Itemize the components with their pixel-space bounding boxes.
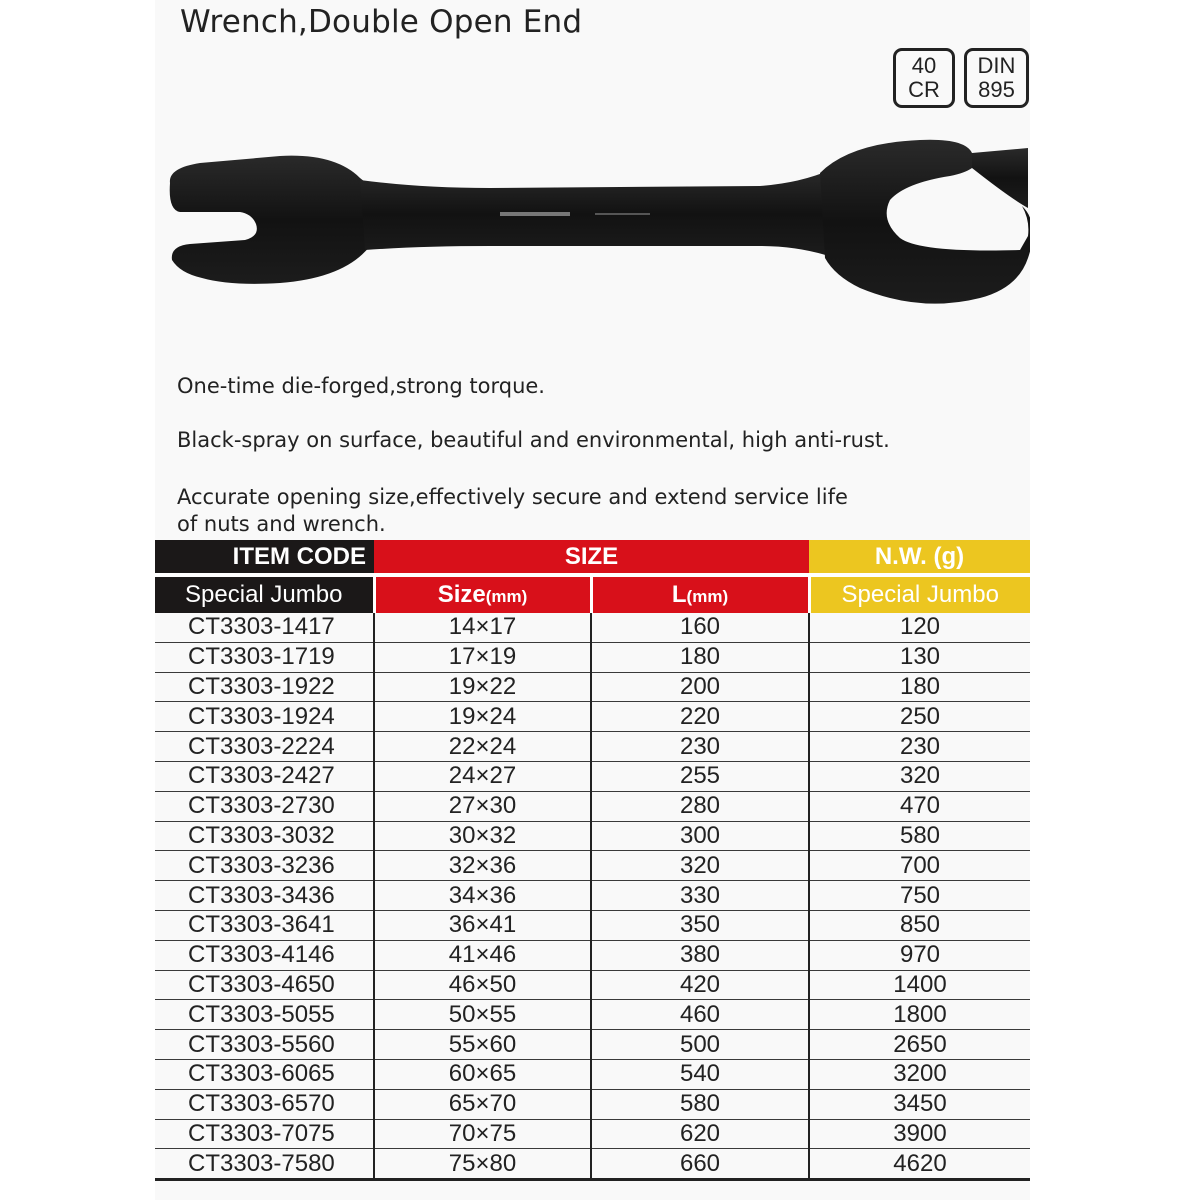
size-cell: 22×24 bbox=[374, 732, 591, 762]
size-cell: 46×50 bbox=[374, 970, 591, 1000]
table-row bbox=[155, 702, 1030, 732]
net-weight-cell: 180 bbox=[809, 672, 1030, 702]
feature-text: Accurate opening size,effectively secure and extend service life of nuts and wrench. bbox=[177, 485, 848, 536]
size-cell: 19×24 bbox=[374, 702, 591, 732]
feature-text: One-time die-forged,strong torque. bbox=[177, 374, 545, 398]
size-cell: 19×22 bbox=[374, 672, 591, 702]
length-cell: 420 bbox=[591, 970, 809, 1000]
table-row bbox=[155, 1119, 1030, 1149]
table-row bbox=[155, 1030, 1030, 1060]
item-code-cell: CT3303-5560 bbox=[155, 1030, 374, 1060]
table-row bbox=[155, 1059, 1030, 1089]
net-weight-cell: 1800 bbox=[809, 1000, 1030, 1030]
net-weight-cell: 850 bbox=[809, 910, 1030, 940]
table-row bbox=[155, 851, 1030, 881]
net-weight-cell: 700 bbox=[809, 851, 1030, 881]
page-title: Wrench,Double Open End bbox=[180, 4, 583, 40]
net-weight-cell: 750 bbox=[809, 881, 1030, 911]
badge-line-1: 40 bbox=[911, 53, 937, 78]
table-row bbox=[155, 613, 1030, 642]
badge-din895 bbox=[964, 48, 1029, 108]
item-code-cell: CT3303-7580 bbox=[155, 1149, 374, 1180]
length-cell: 660 bbox=[591, 1149, 809, 1180]
table-row bbox=[155, 642, 1030, 672]
badge-40cr bbox=[893, 48, 955, 108]
net-weight-cell: 230 bbox=[809, 732, 1030, 762]
subheader-nw-special-jumbo: Special Jumbo bbox=[809, 575, 1030, 613]
size-cell: 75×80 bbox=[374, 1149, 591, 1180]
net-weight-cell: 970 bbox=[809, 940, 1030, 970]
table-row bbox=[155, 1000, 1030, 1030]
item-code-cell: CT3303-1417 bbox=[155, 613, 374, 642]
net-weight-cell: 130 bbox=[809, 642, 1030, 672]
length-cell: 255 bbox=[591, 761, 809, 791]
length-cell: 580 bbox=[591, 1089, 809, 1119]
net-weight-cell: 470 bbox=[809, 791, 1030, 821]
size-cell: 36×41 bbox=[374, 910, 591, 940]
size-cell: 70×75 bbox=[374, 1119, 591, 1149]
length-unit: (mm) bbox=[686, 587, 729, 606]
length-cell: 540 bbox=[591, 1059, 809, 1089]
table-row bbox=[155, 761, 1030, 791]
net-weight-cell: 3450 bbox=[809, 1089, 1030, 1119]
net-weight-cell: 3900 bbox=[809, 1119, 1030, 1149]
table-row bbox=[155, 940, 1030, 970]
length-cell: 460 bbox=[591, 1000, 809, 1030]
table-row bbox=[155, 1089, 1030, 1119]
size-cell: 65×70 bbox=[374, 1089, 591, 1119]
length-label: L bbox=[671, 581, 687, 608]
item-code-cell: CT3303-7075 bbox=[155, 1119, 374, 1149]
table-row bbox=[155, 881, 1030, 911]
length-cell: 300 bbox=[591, 821, 809, 851]
item-code-cell: CT3303-1922 bbox=[155, 672, 374, 702]
size-unit: (mm) bbox=[485, 587, 528, 606]
size-cell: 34×36 bbox=[374, 881, 591, 911]
net-weight-cell: 320 bbox=[809, 761, 1030, 791]
table-group-header-row bbox=[155, 540, 1030, 575]
net-weight-cell: 3200 bbox=[809, 1059, 1030, 1089]
length-cell: 330 bbox=[591, 881, 809, 911]
badge-line-2: 895 bbox=[978, 77, 1015, 102]
item-code-cell: CT3303-2224 bbox=[155, 732, 374, 762]
length-cell: 180 bbox=[591, 642, 809, 672]
size-cell: 50×55 bbox=[374, 1000, 591, 1030]
length-cell: 620 bbox=[591, 1119, 809, 1149]
table-row bbox=[155, 910, 1030, 940]
specification-table bbox=[155, 540, 1030, 1181]
item-code-cell: CT3303-4146 bbox=[155, 940, 374, 970]
size-cell: 41×46 bbox=[374, 940, 591, 970]
length-cell: 280 bbox=[591, 791, 809, 821]
table-row bbox=[155, 1149, 1030, 1180]
net-weight-cell: 250 bbox=[809, 702, 1030, 732]
table-row bbox=[155, 732, 1030, 762]
item-code-cell: CT3303-2427 bbox=[155, 761, 374, 791]
subheader-special-jumbo: Special Jumbo bbox=[155, 575, 374, 613]
table-sub-header-row bbox=[155, 575, 1030, 613]
item-code-cell: CT3303-6570 bbox=[155, 1089, 374, 1119]
size-cell: 27×30 bbox=[374, 791, 591, 821]
size-cell: 24×27 bbox=[374, 761, 591, 791]
length-cell: 350 bbox=[591, 910, 809, 940]
size-cell: 30×32 bbox=[374, 821, 591, 851]
item-code-cell: CT3303-3641 bbox=[155, 910, 374, 940]
header-size: SIZE bbox=[374, 540, 809, 575]
length-cell: 160 bbox=[591, 613, 809, 642]
item-code-cell: CT3303-3032 bbox=[155, 821, 374, 851]
table-row bbox=[155, 970, 1030, 1000]
size-cell: 55×60 bbox=[374, 1030, 591, 1060]
item-code-cell: CT3303-6065 bbox=[155, 1059, 374, 1089]
table-row bbox=[155, 821, 1030, 851]
length-cell: 200 bbox=[591, 672, 809, 702]
length-cell: 500 bbox=[591, 1030, 809, 1060]
item-code-cell: CT3303-4650 bbox=[155, 970, 374, 1000]
item-code-cell: CT3303-3436 bbox=[155, 881, 374, 911]
size-cell: 14×17 bbox=[374, 613, 591, 642]
item-code-cell: CT3303-5055 bbox=[155, 1000, 374, 1030]
subheader-length-mm bbox=[591, 575, 809, 613]
net-weight-cell: 120 bbox=[809, 613, 1030, 642]
item-code-cell: CT3303-1719 bbox=[155, 642, 374, 672]
table-row bbox=[155, 672, 1030, 702]
size-label: Size bbox=[437, 581, 486, 608]
feature-text: Black-spray on surface, beautiful and environmental, high anti-rust. bbox=[177, 428, 890, 452]
header-item-code: ITEM CODE bbox=[155, 540, 374, 575]
badge-line-1: DIN bbox=[977, 53, 1016, 78]
table-row bbox=[155, 791, 1030, 821]
header-net-weight: N.W. (g) bbox=[809, 540, 1030, 575]
length-cell: 380 bbox=[591, 940, 809, 970]
net-weight-cell: 4620 bbox=[809, 1149, 1030, 1180]
net-weight-cell: 580 bbox=[809, 821, 1030, 851]
badge-line-2: CR bbox=[908, 77, 940, 102]
length-cell: 230 bbox=[591, 732, 809, 762]
subheader-size-mm bbox=[374, 575, 591, 613]
item-code-cell: CT3303-1924 bbox=[155, 702, 374, 732]
net-weight-cell: 2650 bbox=[809, 1030, 1030, 1060]
size-cell: 60×65 bbox=[374, 1059, 591, 1089]
length-cell: 220 bbox=[591, 702, 809, 732]
size-cell: 32×36 bbox=[374, 851, 591, 881]
net-weight-cell: 1400 bbox=[809, 970, 1030, 1000]
double-open-end-wrench-icon bbox=[160, 128, 1030, 313]
size-cell: 17×19 bbox=[374, 642, 591, 672]
length-cell: 320 bbox=[591, 851, 809, 881]
item-code-cell: CT3303-2730 bbox=[155, 791, 374, 821]
item-code-cell: CT3303-3236 bbox=[155, 851, 374, 881]
